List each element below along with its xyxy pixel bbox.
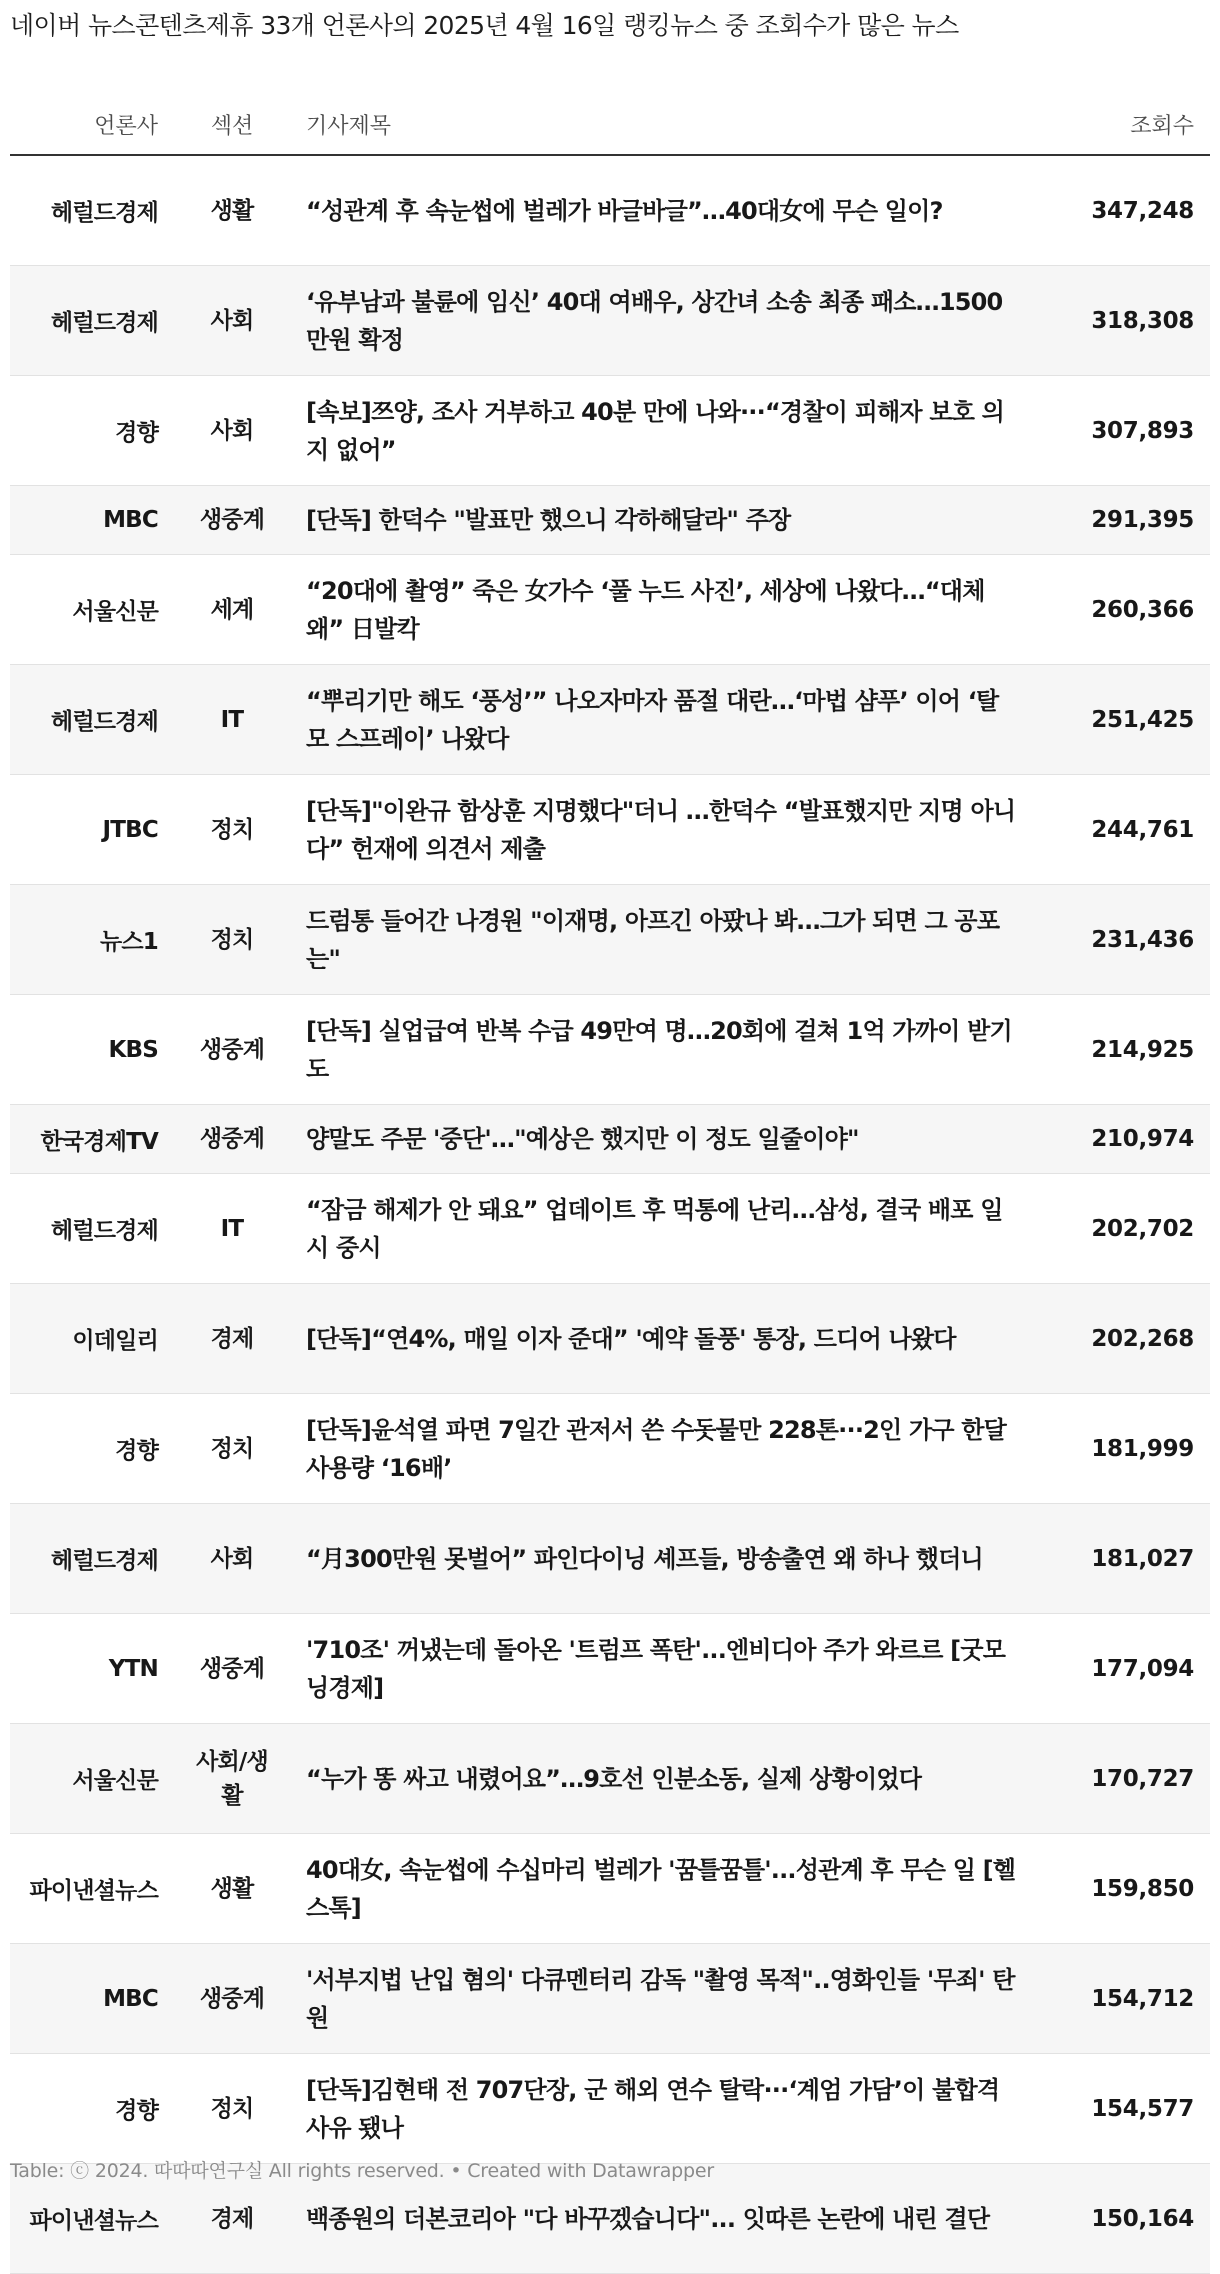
- section-cell: [174, 555, 290, 665]
- views-cell: 210,974: [1030, 1105, 1210, 1174]
- section-cell: [174, 1394, 290, 1504]
- table-title: 네이버 뉴스콘텐츠제휴 33개 언론사의 2025년 4월 16일 랭킹뉴스 중 조회수가 많은 뉴스: [10, 11, 959, 40]
- section-label: 사회: [210, 1545, 254, 1572]
- section-cell: [174, 1174, 290, 1284]
- publisher-cell: 헤럴드경제: [10, 1504, 174, 1614]
- headline-cell: “누가 똥 싸고 내렸어요”…9호선 인분소동, 실제 상황이었다: [290, 1724, 1030, 1834]
- views-cell: 244,761: [1030, 775, 1210, 885]
- views-cell: 170,727: [1030, 1724, 1210, 1834]
- table-row: [10, 155, 1210, 266]
- section-cell: [174, 1614, 290, 1724]
- headline-cell: '서부지법 난입 혐의' 다큐멘터리 감독 "촬영 목적"..영화인들 '무죄' 탄원: [290, 1944, 1030, 2054]
- views-cell: 177,094: [1030, 1614, 1210, 1724]
- headline-cell: “20대에 촬영” 죽은 女가수 ‘풀 누드 사진’, 세상에 나왔다…“대체 왜” 日발칵: [290, 555, 1030, 665]
- section-cell: [174, 995, 290, 1105]
- headline-cell: 양말도 주문 '중단'…"예상은 했지만 이 정도 일줄이야": [290, 1105, 1030, 1174]
- table-footer: Table: ⓒ 2024. 따따따연구실 All rights reserved. • Created with Datawrapper: [10, 2160, 714, 2182]
- headline-cell: ‘유부남과 불륜에 임신’ 40대 여배우, 상간녀 소송 최종 패소…1500만원 확정: [290, 266, 1030, 376]
- section-label: 세계: [210, 596, 254, 623]
- section-label: 경제: [210, 1325, 254, 1352]
- views-cell: 154,577: [1030, 2054, 1210, 2164]
- ranking-news-table: [10, 94, 1210, 2274]
- section-cell: [174, 486, 290, 555]
- headline-cell: “성관계 후 속눈썹에 벌레가 바글바글”…40대女에 무슨 일이?: [290, 155, 1030, 266]
- table-row: [10, 1724, 1210, 1834]
- table-row: [10, 266, 1210, 376]
- table-row: [10, 665, 1210, 775]
- headline-cell: 40대女, 속눈썹에 수십마리 벌레가 '꿈틀꿈틀'...성관계 후 무슨 일 [헬스톡]: [290, 1834, 1030, 1944]
- headline-cell: 백종원의 더본코리아 "다 바꾸겠습니다"... 잇따른 논란에 내린 결단: [290, 2164, 1030, 2274]
- section-cell: [174, 266, 290, 376]
- column-header-views[interactable]: 조회수: [1030, 94, 1210, 155]
- section-label: 사회: [210, 417, 254, 444]
- headline-cell: [단독]"이완규 함상훈 지명했다"더니 …한덕수 “발표했지만 지명 아니다” 헌재에 의견서 제출: [290, 775, 1030, 885]
- section-cell: [174, 376, 290, 486]
- publisher-cell: 헤럴드경제: [10, 665, 174, 775]
- publisher-cell: 경향: [10, 1394, 174, 1504]
- headline-cell: “뿌리기만 해도 ‘풍성’” 나오자마자 품절 대란…‘마법 샴푸’ 이어 ‘탈모 스프레이’ 나왔다: [290, 665, 1030, 775]
- section-label: 생중계: [199, 507, 265, 533]
- publisher-cell: YTN: [10, 1614, 174, 1724]
- headline-cell: [단독]윤석열 파면 7일간 관저서 쓴 수돗물만 228톤···2인 가구 한달 사용량 ‘16배’: [290, 1394, 1030, 1504]
- section-cell: [174, 1284, 290, 1394]
- views-cell: 291,395: [1030, 486, 1210, 555]
- column-header-publisher[interactable]: 언론사: [10, 94, 174, 155]
- publisher-cell: 헤럴드경제: [10, 155, 174, 266]
- publisher-cell: 서울신문: [10, 1724, 174, 1834]
- publisher-cell: 한국경제TV: [10, 1105, 174, 1174]
- headline-cell: '710조' 꺼냈는데 돌아온 '트럼프 폭탄'...엔비디아 주가 와르르 [굿모닝경제]: [290, 1614, 1030, 1724]
- section-cell: [174, 885, 290, 995]
- table-row: [10, 775, 1210, 885]
- views-cell: 318,308: [1030, 266, 1210, 376]
- views-cell: 154,712: [1030, 1944, 1210, 2054]
- section-label: 사회/생활: [196, 1748, 268, 1809]
- publisher-cell: 헤럴드경제: [10, 266, 174, 376]
- section-label: 생활: [210, 1875, 254, 1902]
- section-cell: [174, 1834, 290, 1944]
- section-cell: [174, 1105, 290, 1174]
- publisher-cell: 서울신문: [10, 555, 174, 665]
- table-body: [10, 155, 1210, 2274]
- table-row: [10, 1105, 1210, 1174]
- views-cell: 214,925: [1030, 995, 1210, 1105]
- section-label: IT: [220, 1215, 244, 1242]
- views-cell: 181,027: [1030, 1504, 1210, 1614]
- table-row: [10, 1284, 1210, 1394]
- table-row: [10, 1174, 1210, 1284]
- views-cell: 202,702: [1030, 1174, 1210, 1284]
- table-row: [10, 1614, 1210, 1724]
- headline-cell: [속보]쯔양, 조사 거부하고 40분 만에 나와···“경찰이 피해자 보호 의지 없어”: [290, 376, 1030, 486]
- headline-cell: [단독]김현태 전 707단장, 군 해외 연수 탈락···‘계엄 가담’이 불합격 사유 됐나: [290, 2054, 1030, 2164]
- section-label: 정치: [210, 2095, 254, 2122]
- section-cell: [174, 1504, 290, 1614]
- publisher-cell: MBC: [10, 486, 174, 555]
- publisher-cell: 이데일리: [10, 1284, 174, 1394]
- views-cell: 159,850: [1030, 1834, 1210, 1944]
- table-header: [10, 94, 1210, 155]
- headline-cell: “잠금 해제가 안 돼요” 업데이트 후 먹통에 난리…삼성, 결국 배포 일시 중시: [290, 1174, 1030, 1284]
- headline-cell: “月300만원 못벌어” 파인다이닝 셰프들, 방송출연 왜 하나 했더니: [290, 1504, 1030, 1614]
- publisher-cell: KBS: [10, 995, 174, 1105]
- header-row: [10, 94, 1210, 155]
- views-cell: 251,425: [1030, 665, 1210, 775]
- section-cell: [174, 775, 290, 885]
- section-cell: [174, 2054, 290, 2164]
- column-header-section[interactable]: 섹션: [174, 94, 290, 155]
- views-cell: 231,436: [1030, 885, 1210, 995]
- column-header-headline[interactable]: 기사제목: [290, 94, 1030, 155]
- section-label: IT: [220, 706, 244, 733]
- table-row: [10, 1944, 1210, 2054]
- section-label: 정치: [210, 816, 254, 843]
- table-row: [10, 885, 1210, 995]
- views-cell: 150,164: [1030, 2164, 1210, 2274]
- section-label: 생활: [210, 197, 254, 224]
- views-cell: 202,268: [1030, 1284, 1210, 1394]
- publisher-cell: 파이낸셜뉴스: [10, 2164, 174, 2274]
- views-cell: 260,366: [1030, 555, 1210, 665]
- views-cell: 307,893: [1030, 376, 1210, 486]
- table-row: [10, 995, 1210, 1105]
- table-row: [10, 486, 1210, 555]
- section-label: 정치: [210, 926, 254, 953]
- section-cell: [174, 155, 290, 266]
- headline-cell: [단독]“연4%, 매일 이자 준대” '예약 돌풍' 통장, 드디어 나왔다: [290, 1284, 1030, 1394]
- table-row: [10, 1504, 1210, 1614]
- publisher-cell: 파이낸셜뉴스: [10, 1834, 174, 1944]
- section-cell: [174, 1724, 290, 1834]
- table-row: [10, 1834, 1210, 1944]
- headline-cell: [단독] 한덕수 "발표만 했으니 각하해달라" 주장: [290, 486, 1030, 555]
- table-row: [10, 2054, 1210, 2164]
- publisher-cell: 경향: [10, 2054, 174, 2164]
- headline-cell: [단독] 실업급여 반복 수급 49만여 명…20회에 걸쳐 1억 가까이 받기도: [290, 995, 1030, 1105]
- table-row: [10, 376, 1210, 486]
- headline-cell: 드럼통 들어간 나경원 "이재명, 아프긴 아팠나 봐…그가 되면 그 공포는": [290, 885, 1030, 995]
- publisher-cell: 경향: [10, 376, 174, 486]
- views-cell: 347,248: [1030, 155, 1210, 266]
- section-cell: [174, 665, 290, 775]
- section-label: 경제: [210, 2205, 254, 2232]
- section-label: 생중계: [199, 1985, 265, 2012]
- table-row: [10, 555, 1210, 665]
- section-cell: [174, 1944, 290, 2054]
- section-label: 사회: [210, 307, 254, 334]
- section-label: 생중계: [199, 1126, 265, 1152]
- section-label: 생중계: [199, 1036, 265, 1063]
- table-row: [10, 1394, 1210, 1504]
- publisher-cell: JTBC: [10, 775, 174, 885]
- section-label: 생중계: [199, 1655, 265, 1682]
- publisher-cell: 뉴스1: [10, 885, 174, 995]
- views-cell: 181,999: [1030, 1394, 1210, 1504]
- section-label: 정치: [210, 1435, 254, 1462]
- publisher-cell: MBC: [10, 1944, 174, 2054]
- publisher-cell: 헤럴드경제: [10, 1174, 174, 1284]
